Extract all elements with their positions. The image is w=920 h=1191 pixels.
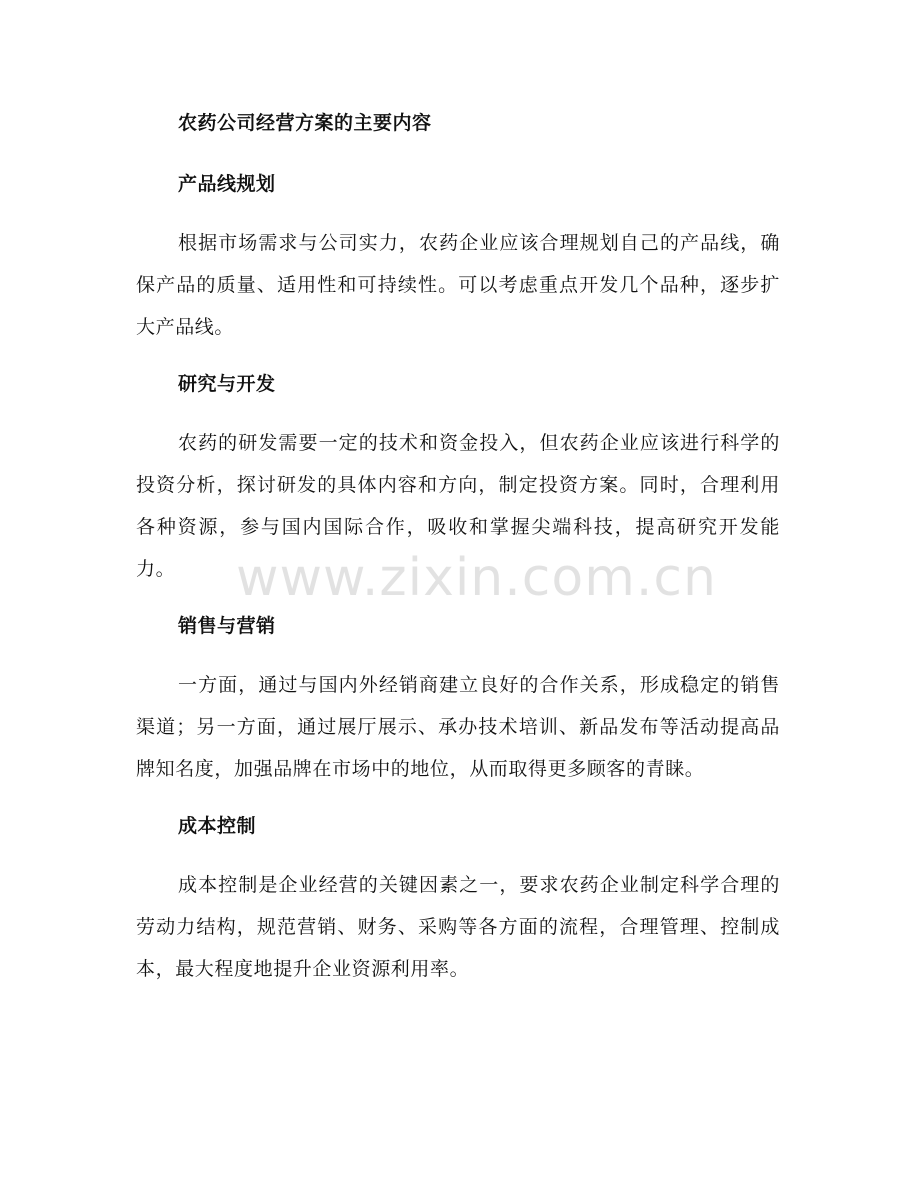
- section-heading-product-line: 产品线规划: [178, 173, 276, 195]
- document-title: 农药公司经营方案的主要内容: [178, 112, 432, 134]
- section-heading-research: 研究与开发: [178, 373, 276, 395]
- section-body-sales: 一方面，通过与国内外经销商建立良好的合作关系，形成稳定的销售渠道；另一方面，通过展厅展示、承办技术培训、新品发布等活动提高品牌知名度，加强品牌在市场中的地位，从而取得更多顾客的青睐。: [136, 674, 780, 780]
- section-body-product-line: 根据市场需求与公司实力，农药企业应该合理规划自己的产品线，确保产品的质量、适用性和可持续性。可以考虑重点开发几个品种，逐步扩大产品线。: [136, 232, 780, 338]
- section-heading-cost-control: 成本控制: [178, 815, 257, 837]
- watermark-text: www.zixin.com.cn: [236, 548, 717, 608]
- document-content: [136, 109, 780, 1012]
- section-body-cost-control: 成本控制是企业经营的关键因素之一，要求农药企业制定科学合理的劳动力结构，规范营销、财务、采购等各方面的流程，合理管理、控制成本，最大程度地提升企业资源利用率。: [136, 874, 780, 980]
- section-heading-sales: 销售与营销: [178, 615, 276, 637]
- section-body-research: 农药的研发需要一定的技术和资金投入，但农药企业应该进行科学的投资分析，探讨研发的具体内容和方向，制定投资方案。同时，合理利用各种资源，参与国内国际合作，吸收和掌握尖端科技，提高研究开发能力。: [136, 432, 780, 580]
